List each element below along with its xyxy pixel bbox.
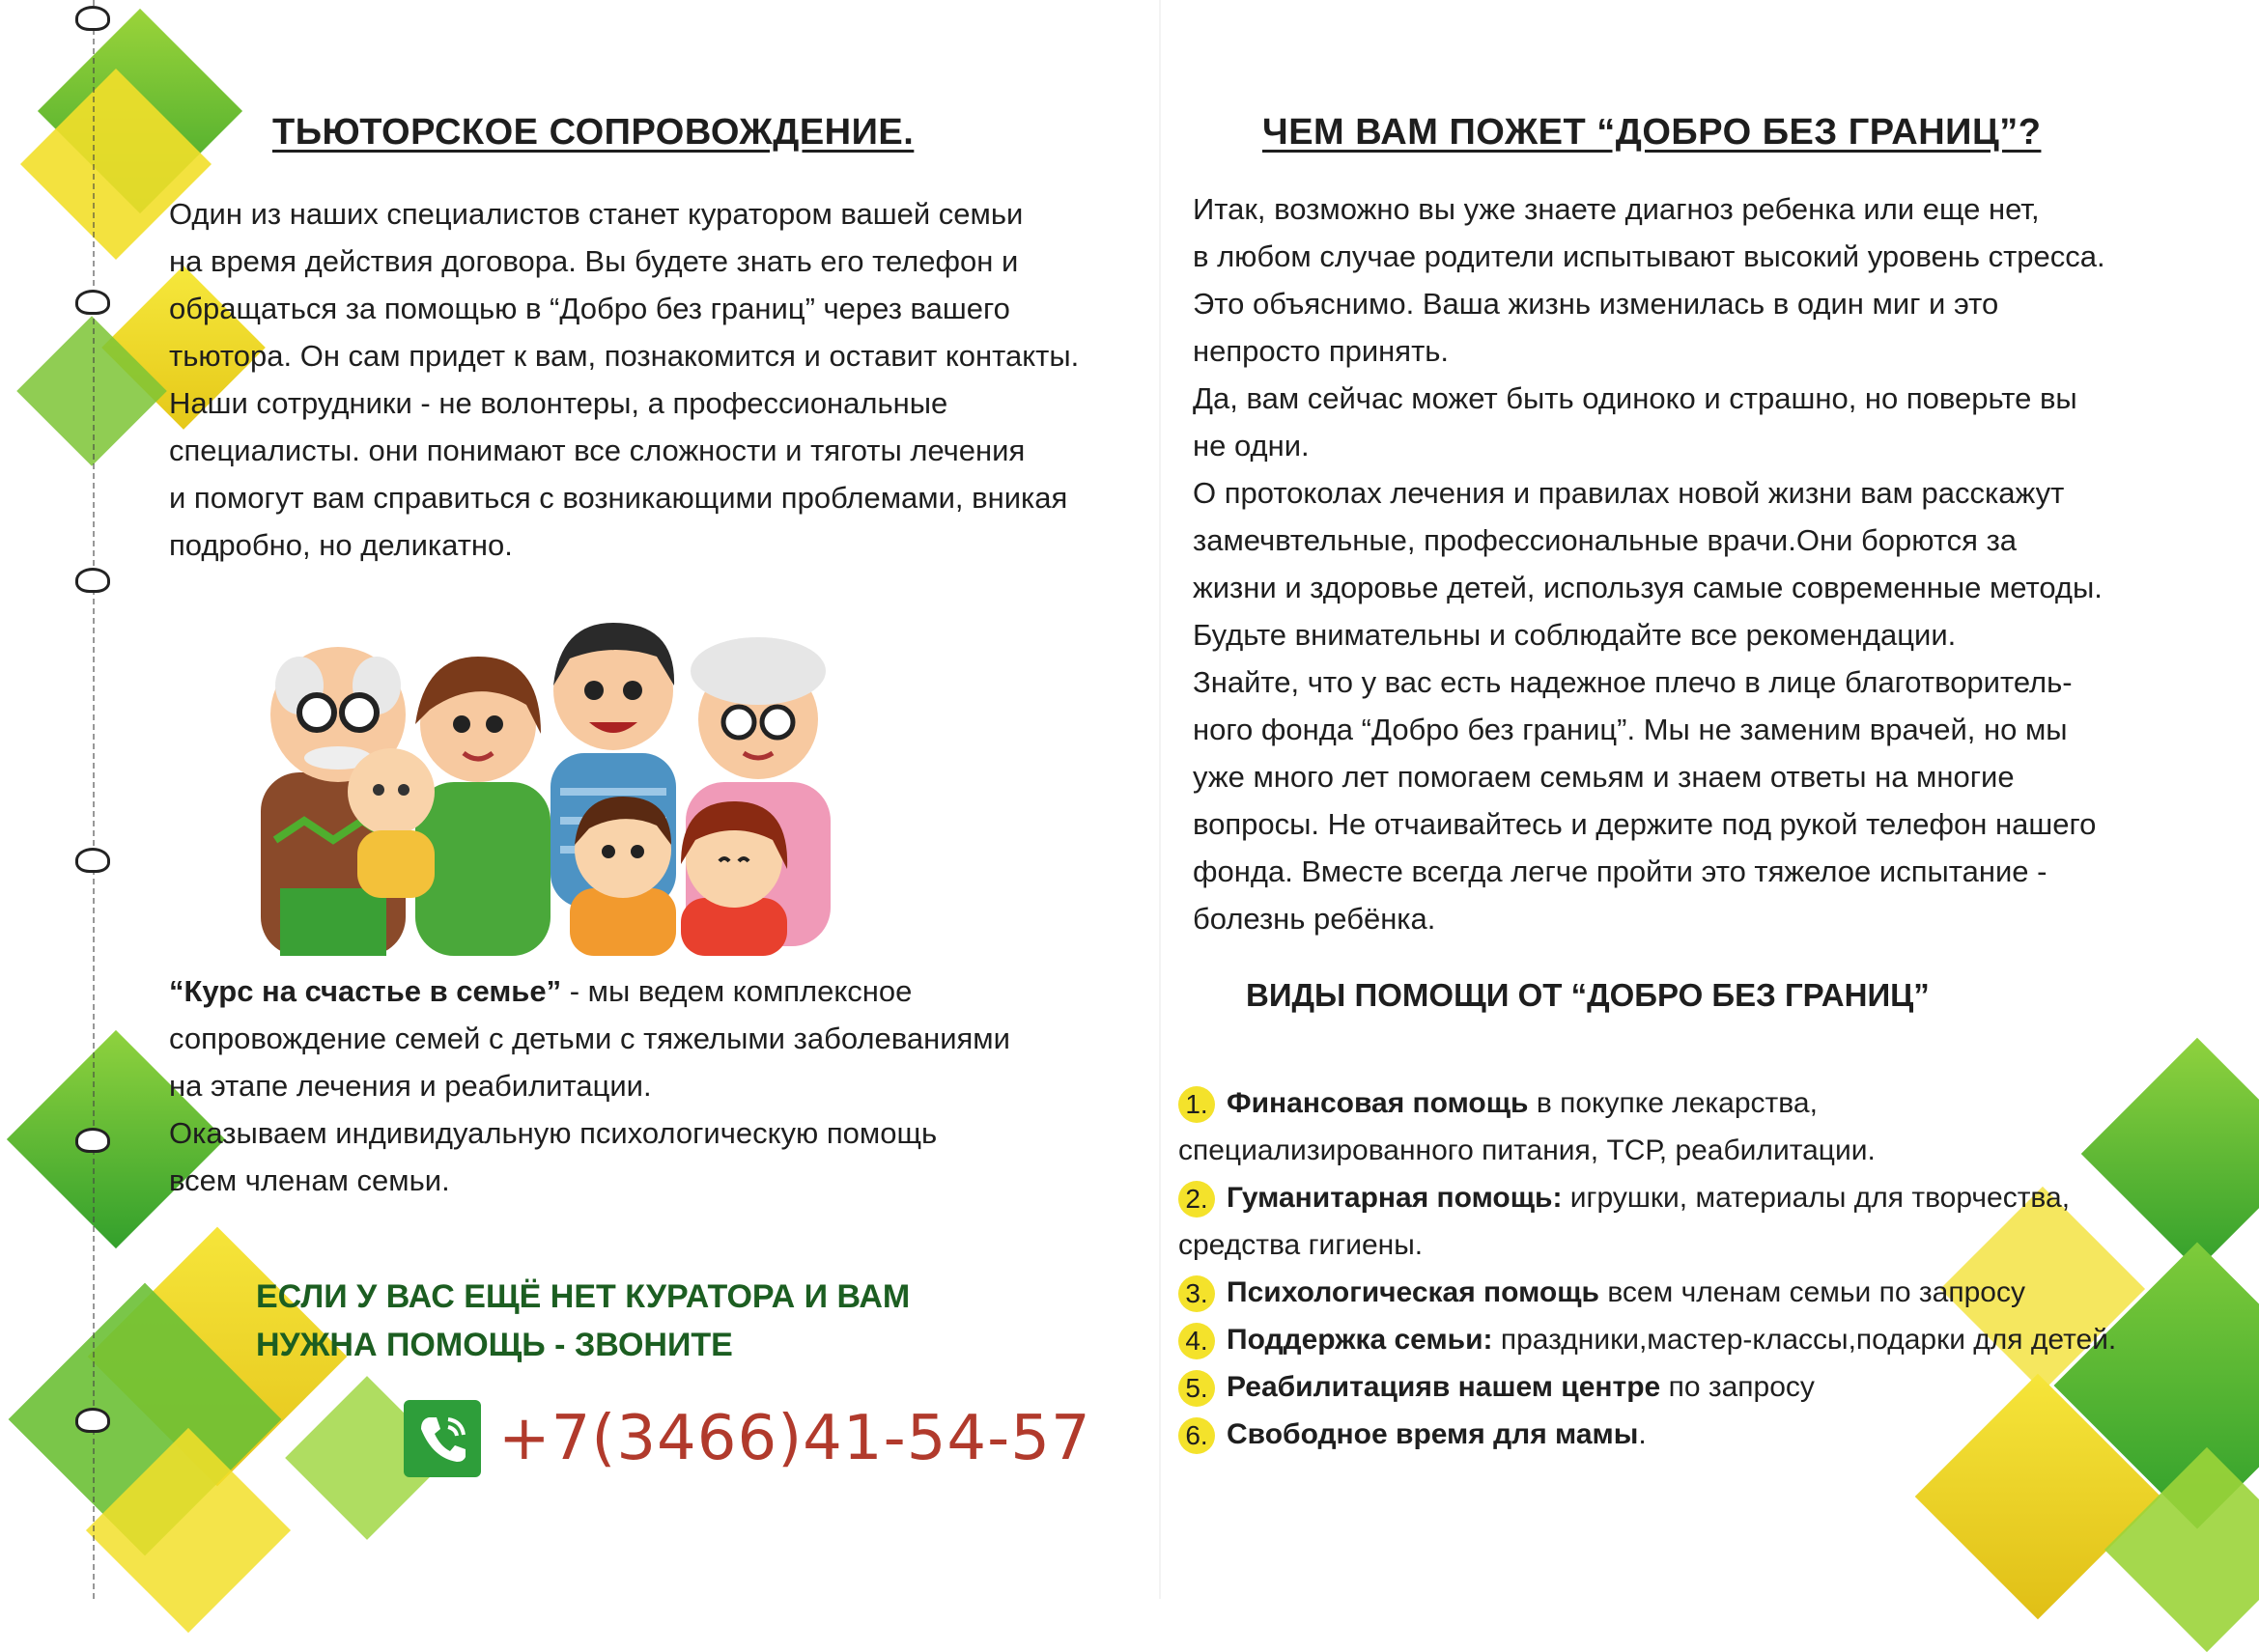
binding-ring-icon: [75, 1408, 110, 1433]
binding-line: [93, 0, 95, 1599]
list-item: 6. Свободное время для мамы.: [1178, 1411, 2116, 1458]
phone-icon: [404, 1400, 481, 1477]
number-badge: 5.: [1178, 1370, 1215, 1407]
family-illustration: [232, 599, 879, 956]
help-types-list: [1178, 1079, 2116, 1458]
help-types-title: ВИДЫ ПОМОЩИ ОТ “ДОБРО БЕЗ ГРАНИЦ”: [1246, 977, 1930, 1013]
binding-ring-icon: [75, 1128, 110, 1153]
list-item-continuation: средства гигиены.: [1178, 1229, 1424, 1261]
binding-ring-icon: [75, 568, 110, 593]
call-to-action: ЕСЛИ У ВАС ЕЩЁ НЕТ КУРАТОРА И ВАМ НУЖНА ПОМОЩЬ - ЗВОНИТЕ: [256, 1278, 911, 1363]
list-item: 5. Реабилитацияв нашем центре по запросу: [1178, 1363, 2116, 1411]
list-item: 4. Поддержка семьи: праздники,мастер-классы,подарки для детей.: [1178, 1316, 2116, 1363]
phone-number[interactable]: +7(3466)41-54-57: [498, 1403, 1091, 1474]
phone-contact[interactable]: [404, 1398, 1091, 1479]
list-item: 2. Гуманитарная помощь: игрушки, материалы для творчества,: [1178, 1174, 2116, 1221]
right-page-title: ЧЕМ ВАМ ПОЖЕТ “ДОБРО БЕЗ ГРАНИЦ”?: [1262, 112, 2042, 153]
number-badge: 1.: [1178, 1086, 1215, 1123]
number-badge: 2.: [1178, 1181, 1215, 1218]
course-description: “Курс на счастье в семье” - мы ведем комплексное сопровождение семей с детьми с тяжелыми заболеваниями на этапе лечения и реабилитации. Оказываем индивидуальную психологическую помощь всем членам семьи.: [169, 974, 1010, 1197]
number-badge: 4.: [1178, 1323, 1215, 1359]
list-item-continuation: специализированного питания, ТСР, реабилитации.: [1178, 1134, 1876, 1166]
number-badge: 3.: [1178, 1275, 1215, 1312]
binding-ring-icon: [75, 290, 110, 315]
page-fold-divider: [1159, 0, 1161, 1599]
binding-ring-icon: [75, 6, 110, 31]
number-badge: 6.: [1178, 1417, 1215, 1454]
left-page-title: ТЬЮТОРСКОЕ СОПРОВОЖДЕНИЕ.: [272, 112, 915, 153]
right-intro-text: Итак, возможно вы уже знаете диагноз ребенка или еще нет, в любом случае родители испытывают высокий уровень стресса. Это объяснимо. Ваша жизнь изменилась в один миг и это непросто принять. Да, вам сейчас может быть одиноко и страшно, но поверьте вы не одни. О протоколах лечения и правилах новой жизни вам расскажут замечвтельные, профессиональные врачи.Они борются за жизни и здоровье детей, используя самые современные методы. Будьте внимательны и соблюдайте все рекомендации. Знайте, что у вас есть надежное плечо в лице благотворитель- ного фонда “Добро без границ”. Мы не заменим врачей, но мы уже много лет помогаем семьям и знаем ответы на многие вопросы. Не отчаивайтесь и держите под рукой телефон нашего фонда. Вместе всегда легче пройти это тяжелое испытание - болезнь ребёнка.: [1193, 192, 2105, 936]
list-item: 3. Психологическая помощь всем членам семьи по запросу: [1178, 1269, 2116, 1316]
tutor-intro-text: Один из наших специалистов станет куратором вашей семьи на время действия договора. Вы будете знать его телефон и обращаться за помощью в “Добро без границ” через вашего тьютора. Он сам придет к вам, познакомится и оставит контакты. Наши сотрудники - не волонтеры, а профессиональные специалисты. они понимают все сложности и тяготы лечения и помогут вам справиться с возникающими проблемами, вникая подробно, но деликатно.: [169, 197, 1080, 562]
binding-ring-icon: [75, 848, 110, 873]
list-item: 1. Финансовая помощь в покупке лекарства,: [1178, 1079, 2116, 1127]
